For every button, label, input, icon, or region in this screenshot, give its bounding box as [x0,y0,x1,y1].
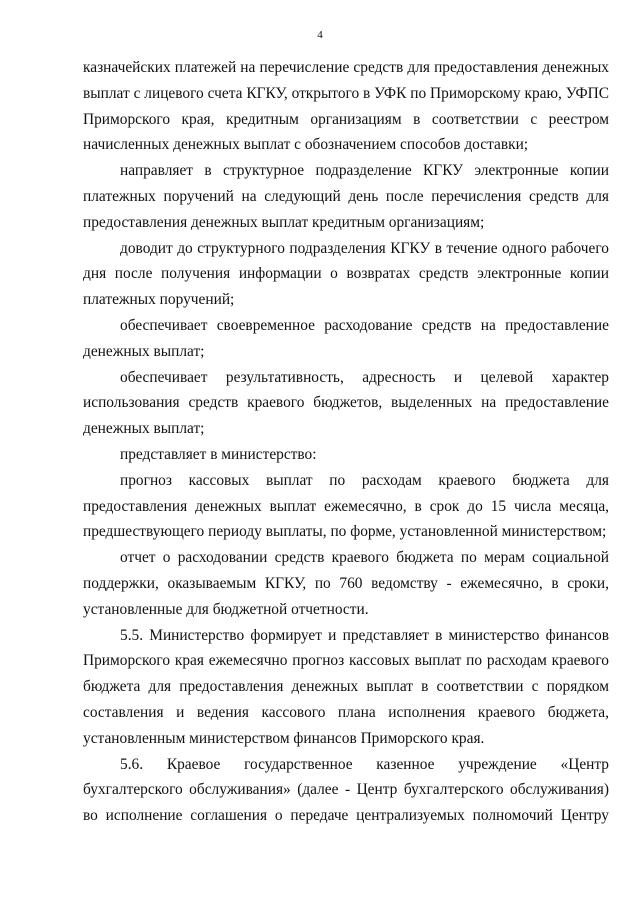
paragraph-timely-spending: обеспечивает своевременное расходование средств на предоставление денежных выплат; [83,316,609,360]
paragraph-report: отчет о расходовании средств краевого бюджета по мерам социальной поддержки, оказываемым КГКУ, по 760 ведомству - ежемесячно, в сроки, установленные для бюджетной отчетности. [83,549,609,618]
paragraph-returns-info: доводит до структурного подразделения КГКУ в течение одного рабочего дня после получения информации о возвратах средств электронные копии платежных поручений; [83,239,609,309]
paragraph-forecast: прогноз кассовых выплат по расходам краевого бюджета для предоставления денежных выплат ежемесячно, в срок до 15 числа месяца, предшествующего периоду выплаты, по форме, установленной министерством; [83,471,609,541]
page-number: 4 [317,29,323,41]
document-body [83,55,609,829]
paragraph-5-5: 5.5. Министерство формирует и представляет в министерство финансов Приморского края ежемесячно прогноз кассовых выплат по расходам краевого бюджета для предоставления денежных выплат в соответствии с порядком составления и ведения кассового плана исполнения краевого бюджета, установленным министерством финансов Приморского края. [83,626,609,747]
paragraph-5-6: 5.6. Краевое государственное казенное учреждение «Центр бухгалтерского обслуживания» (далее - Центр бухгалтерского обслуживания) во исполнение соглашения о передаче централизуемых полномочий Центру [83,755,609,825]
paragraph-continuation: казначейских платежей на перечисление средств для предоставления денежных выплат с лицевого счета КГКУ, открытого в УФК по Приморскому краю, УФПС Приморского края, кредитным организациям в соответствии с реестром начисленных денежных выплат с обозначением способов доставки; [83,59,609,154]
paragraph-electronic-copies: направляет в структурное подразделение КГКУ электронные копии платежных поручений на следующий день после перечисления средств для предоставления денежных выплат кредитным организациям; [83,162,609,231]
paragraph-submits-to-ministry: представляет в министерство: [120,445,317,463]
paragraph-targeted-use: обеспечивает результативность, адресность и целевой характер использования средств краевого бюджетов, выделенных на предоставление денежных выплат; [83,368,609,438]
